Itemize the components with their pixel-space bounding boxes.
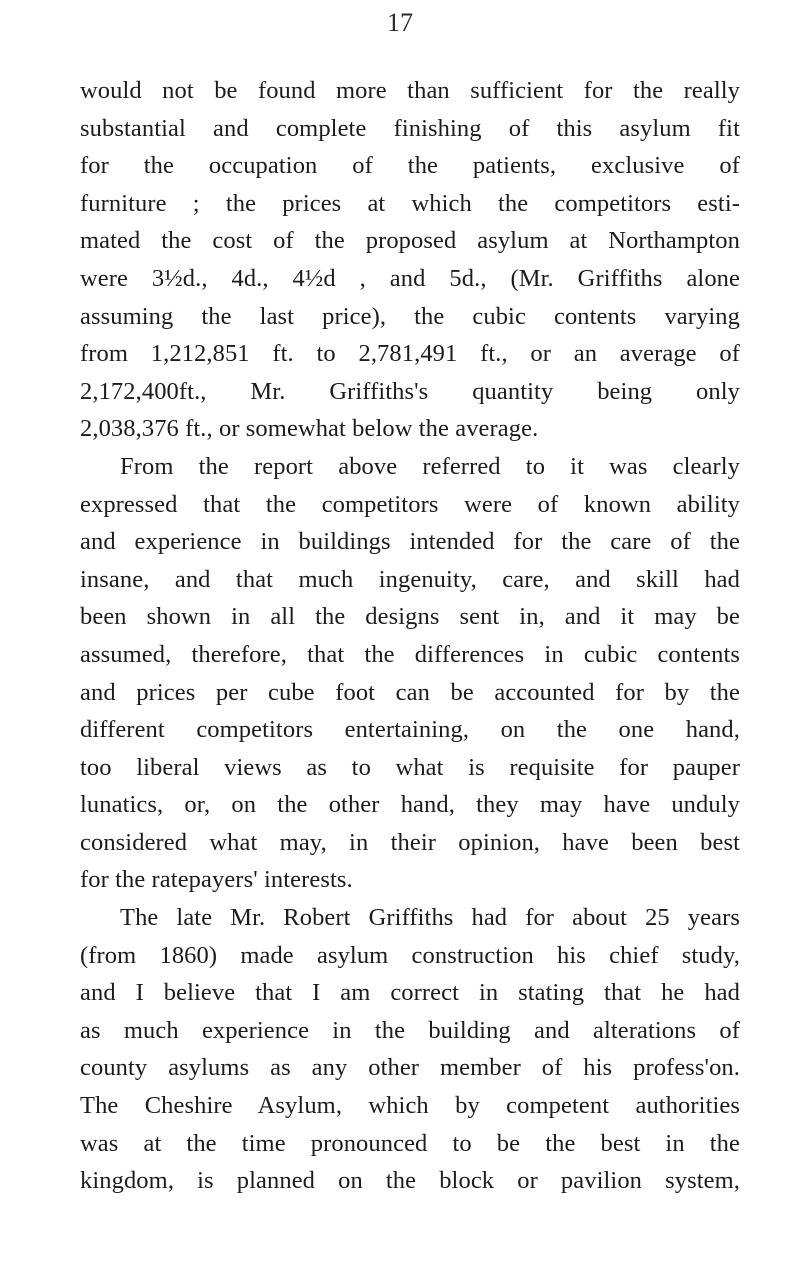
text-line: and prices per cube foot can be accounted for by the bbox=[80, 678, 740, 706]
text-line: mated the cost of the proposed asylum at Northampton bbox=[80, 227, 740, 255]
text-line: The Cheshire Asylum, which by competent authorities bbox=[80, 1092, 740, 1120]
text-line: substantial and complete finishing of this asylum fit bbox=[80, 114, 740, 142]
paragraph-start-line: From the report above referred to it was clearly bbox=[120, 452, 740, 480]
body-text bbox=[80, 72, 740, 1200]
text-line: insane, and that much ingenuity, care, and skill had bbox=[80, 565, 740, 593]
paragraph-start-line: The late Mr. Robert Griffiths had for about 25 years bbox=[120, 904, 740, 932]
text-line: county asylums as any other member of his profess'on. bbox=[80, 1054, 740, 1082]
text-line: 2,038,376 ft., or somewhat below the average. bbox=[80, 415, 539, 443]
text-line: furniture ; the prices at which the competitors esti- bbox=[80, 189, 740, 217]
text-line: considered what may, in their opinion, have been best bbox=[80, 828, 740, 856]
text-line: assumed, therefore, that the differences in cubic contents bbox=[80, 640, 740, 668]
text-line: kingdom, is planned on the block or pavilion system, bbox=[80, 1167, 740, 1195]
text-line: and I believe that I am correct in stating that he had bbox=[80, 979, 740, 1007]
page-number: 17 bbox=[387, 8, 413, 37]
text-line: been shown in all the designs sent in, and it may be bbox=[80, 603, 740, 631]
text-line: assuming the last price), the cubic contents varying bbox=[80, 302, 740, 330]
text-line: for the ratepayers' interests. bbox=[80, 866, 353, 894]
text-line: expressed that the competitors were of known ability bbox=[80, 490, 740, 518]
text-line: (from 1860) made asylum construction his chief study, bbox=[80, 941, 740, 969]
text-line: and experience in buildings intended for the care of the bbox=[80, 528, 740, 556]
text-line: different competitors entertaining, on the one hand, bbox=[80, 716, 740, 744]
text-line: for the occupation of the patients, exclusive of bbox=[80, 152, 740, 180]
text-line: was at the time pronounced to be the best in the bbox=[80, 1129, 740, 1157]
text-line: lunatics, or, on the other hand, they may have unduly bbox=[80, 791, 740, 819]
text-line: were 3½d., 4d., 4½d , and 5d., (Mr. Griffiths alone bbox=[80, 264, 740, 292]
text-line: too liberal views as to what is requisite for pauper bbox=[80, 753, 740, 781]
text-line: 2,172,400ft., Mr. Griffiths's quantity being only bbox=[80, 377, 740, 405]
text-line: would not be found more than sufficient for the really bbox=[80, 77, 740, 104]
text-line: as much experience in the building and alterations of bbox=[80, 1016, 740, 1044]
text-line: from 1,212,851 ft. to 2,781,491 ft., or an average of bbox=[80, 340, 740, 368]
